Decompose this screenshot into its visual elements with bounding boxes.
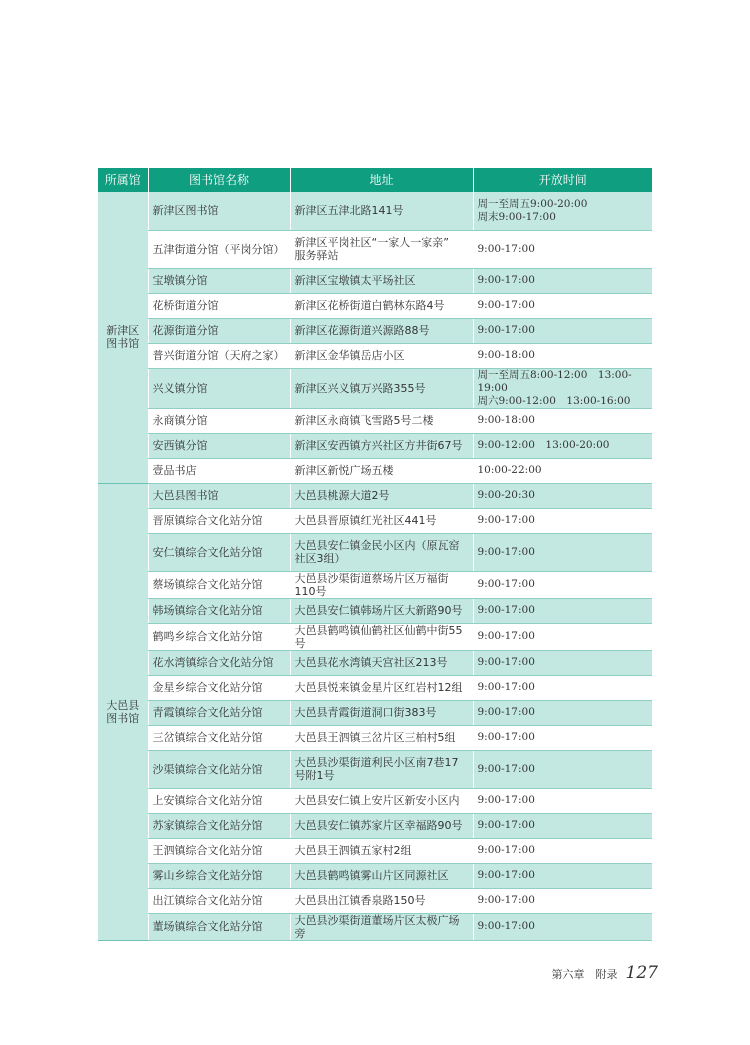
address-line: 大邑县安仁镇上安片区新安小区内 xyxy=(294,794,460,807)
address-cell xyxy=(290,230,473,268)
header-cell: 所属馆 xyxy=(98,168,148,192)
chapter-label: 第六章 附录 xyxy=(551,968,618,981)
table-row xyxy=(98,268,652,293)
address-line: 大邑县王泗镇五家村2组 xyxy=(294,844,412,857)
opening-hours-cell xyxy=(473,343,652,368)
library-name-cell: 大邑县图书馆 xyxy=(148,483,290,508)
opening-hours-line: 9:00-17:00 xyxy=(477,681,535,693)
library-name-cell: 韩场镇综合文化站分馆 xyxy=(148,598,290,623)
table-row xyxy=(98,343,652,368)
table-row xyxy=(98,483,652,508)
address-cell xyxy=(290,888,473,913)
address-cell xyxy=(290,318,473,343)
opening-hours-line: 周六9:00-12:00 13:00-16:00 xyxy=(477,394,631,407)
address-line: 社区3组） xyxy=(294,552,346,565)
table-row xyxy=(98,863,652,888)
group-name-cell xyxy=(98,192,148,483)
library-table xyxy=(98,168,652,941)
opening-hours-line: 9:00-17:00 xyxy=(477,299,535,311)
library-name-cell: 蔡场镇综合文化站分馆 xyxy=(148,571,290,598)
table-row xyxy=(98,533,652,571)
library-name-cell: 出江镇综合文化站分馆 xyxy=(148,888,290,913)
address-line: 新津区兴义镇万兴路355号 xyxy=(294,381,426,395)
table-row xyxy=(98,230,652,268)
opening-hours-line: 9:00-18:00 xyxy=(477,349,535,361)
address-cell xyxy=(290,408,473,433)
library-name-cell: 花源街道分馆 xyxy=(148,318,290,343)
address-cell xyxy=(290,533,473,571)
address-line: 大邑县王泗镇三岔片区三柏村5组 xyxy=(294,731,456,744)
opening-hours-line: 9:00-17:00 xyxy=(477,706,535,718)
opening-hours-cell xyxy=(473,230,652,268)
opening-hours-line: 9:00-12:00 13:00-20:00 xyxy=(477,439,610,451)
opening-hours-cell xyxy=(473,813,652,838)
address-line: 新津区安西镇方兴社区方井街67号 xyxy=(294,439,463,452)
table-row xyxy=(98,913,652,940)
address-cell xyxy=(290,268,473,293)
opening-hours-cell xyxy=(473,571,652,598)
library-name-cell: 兴义镇分馆 xyxy=(148,368,290,408)
table-row xyxy=(98,813,652,838)
address-line: 大邑县出江镇香泉路150号 xyxy=(294,894,426,907)
library-name-cell: 花水湾镇综合文化站分馆 xyxy=(148,650,290,675)
table-row xyxy=(98,192,652,230)
table-row xyxy=(98,458,652,483)
opening-hours-line: 9:00-17:00 xyxy=(477,604,535,616)
library-name-cell: 青霞镇综合文化站分馆 xyxy=(148,700,290,725)
address-cell xyxy=(290,483,473,508)
opening-hours-cell xyxy=(473,318,652,343)
opening-hours-cell xyxy=(473,700,652,725)
address-line: 大邑县沙渠街道利民小区南7巷17 xyxy=(294,756,459,769)
address-cell xyxy=(290,508,473,533)
library-name-cell: 宝墩镇分馆 xyxy=(148,268,290,293)
library-name-cell: 鹤鸣乡综合文化站分馆 xyxy=(148,623,290,650)
address-line: 大邑县沙渠街道董场片区太极广场旁 xyxy=(294,913,460,940)
library-name-cell: 金星乡综合文化站分馆 xyxy=(148,675,290,700)
opening-hours-line: 9:00-17:00 xyxy=(477,762,535,775)
opening-hours-cell xyxy=(473,268,652,293)
opening-hours-line: 9:00-17:00 xyxy=(477,819,535,831)
address-line: 号附1号 xyxy=(294,769,335,782)
table-row xyxy=(98,571,652,598)
address-cell xyxy=(290,650,473,675)
address-cell xyxy=(290,192,473,230)
library-name-cell: 三岔镇综合文化站分馆 xyxy=(148,725,290,750)
opening-hours-line: 9:00-17:00 xyxy=(477,630,535,642)
group-name-line: 大邑县 xyxy=(106,698,140,712)
address-cell xyxy=(290,725,473,750)
opening-hours-line: 周末9:00-17:00 xyxy=(477,210,556,223)
table-row xyxy=(98,598,652,623)
opening-hours-cell xyxy=(473,483,652,508)
group-name-line: 图书馆 xyxy=(106,711,140,725)
table-header-row xyxy=(98,168,652,192)
opening-hours-line: 9:00-17:00 xyxy=(477,869,535,881)
library-name-cell: 新津区图书馆 xyxy=(148,192,290,230)
address-line: 新津区永商镇飞雪路5号二楼 xyxy=(294,414,434,427)
opening-hours-cell xyxy=(473,408,652,433)
address-line: 新津区平岗社区“一家人一家亲” xyxy=(294,236,449,249)
group-name-line: 新津区 xyxy=(106,324,140,338)
address-line: 大邑县晋原镇红光社区441号 xyxy=(294,514,437,527)
group-name-line: 图书馆 xyxy=(106,337,140,351)
opening-hours-cell xyxy=(473,433,652,458)
address-line: 新津区宝墩镇太平场社区 xyxy=(294,274,416,287)
address-cell xyxy=(290,433,473,458)
table-row xyxy=(98,508,652,533)
opening-hours-line: 9:00-17:00 xyxy=(477,242,535,255)
library-name-cell: 王泗镇综合文化站分馆 xyxy=(148,838,290,863)
table-row xyxy=(98,675,652,700)
address-line: 大邑县安仁镇金民小区内（原瓦窑 xyxy=(294,539,460,552)
opening-hours-cell xyxy=(473,623,652,650)
address-line: 大邑县鹤鸣镇雾山片区同源社区 xyxy=(294,869,449,882)
table-row xyxy=(98,888,652,913)
address-line: 大邑县青霞街道洞口街383号 xyxy=(294,706,437,719)
table-row xyxy=(98,433,652,458)
library-name-cell: 雾山乡综合文化站分馆 xyxy=(148,863,290,888)
address-line: 大邑县桃源大道2号 xyxy=(294,489,390,502)
opening-hours-line: 10:00-22:00 xyxy=(477,464,542,476)
address-line: 新津区新悦广场五楼 xyxy=(294,464,394,477)
address-cell xyxy=(290,838,473,863)
library-name-cell: 晋原镇综合文化站分馆 xyxy=(148,508,290,533)
library-name-cell: 壹品书店 xyxy=(148,458,290,483)
header-cell: 开放时间 xyxy=(473,168,652,192)
address-cell xyxy=(290,571,473,598)
opening-hours-cell xyxy=(473,913,652,940)
address-line: 大邑县花水湾镇天宫社区213号 xyxy=(294,656,448,669)
opening-hours-line: 9:00-17:00 xyxy=(477,656,535,668)
opening-hours-cell xyxy=(473,650,652,675)
address-cell xyxy=(290,788,473,813)
opening-hours-cell xyxy=(473,192,652,230)
opening-hours-line: 9:00-17:00 xyxy=(477,844,535,856)
opening-hours-cell xyxy=(473,838,652,863)
library-name-cell: 安仁镇综合文化站分馆 xyxy=(148,533,290,571)
table-row xyxy=(98,318,652,343)
opening-hours-cell xyxy=(473,750,652,788)
opening-hours-line: 9:00-17:00 xyxy=(477,274,535,286)
table-row xyxy=(98,408,652,433)
library-name-cell: 沙渠镇综合文化站分馆 xyxy=(148,750,290,788)
address-cell xyxy=(290,598,473,623)
opening-hours-line: 9:00-17:00 xyxy=(477,324,535,336)
address-cell xyxy=(290,813,473,838)
page-footer xyxy=(552,963,658,987)
opening-hours-cell xyxy=(473,888,652,913)
address-line: 新津区花桥街道白鹤林东路4号 xyxy=(294,299,445,312)
address-cell xyxy=(290,863,473,888)
header-cell: 地址 xyxy=(290,168,473,192)
table-row xyxy=(98,750,652,788)
opening-hours-line: 9:00-17:00 xyxy=(477,514,535,526)
opening-hours-cell xyxy=(473,293,652,318)
group-name-cell xyxy=(98,483,148,940)
library-name-cell: 安西镇分馆 xyxy=(148,433,290,458)
opening-hours-line: 9:00-17:00 xyxy=(477,894,535,906)
page-number: 127 xyxy=(625,963,658,983)
opening-hours-cell xyxy=(473,675,652,700)
table-row xyxy=(98,838,652,863)
opening-hours-cell xyxy=(473,458,652,483)
opening-hours-line: 9:00-17:00 xyxy=(477,545,535,558)
address-line: 大邑县安仁镇韩场片区大新路90号 xyxy=(294,604,463,617)
library-name-cell: 花桥街道分馆 xyxy=(148,293,290,318)
opening-hours-line: 9:00-17:00 xyxy=(477,731,535,743)
address-line: 新津区花源街道兴源路88号 xyxy=(294,324,430,337)
address-cell xyxy=(290,623,473,650)
table-row xyxy=(98,368,652,408)
address-cell xyxy=(290,293,473,318)
address-line: 新津区五津北路141号 xyxy=(294,204,404,218)
opening-hours-cell xyxy=(473,788,652,813)
opening-hours-line: 9:00-18:00 xyxy=(477,414,535,426)
header-cell: 图书馆名称 xyxy=(148,168,290,192)
address-cell xyxy=(290,913,473,940)
table-row xyxy=(98,623,652,650)
address-line: 大邑县悦来镇金星片区红岩村12组 xyxy=(294,681,463,694)
table-row xyxy=(98,725,652,750)
address-line: 新津区金华镇岳店小区 xyxy=(294,349,405,362)
address-cell xyxy=(290,458,473,483)
opening-hours-line: 9:00-17:00 xyxy=(477,920,535,932)
opening-hours-cell xyxy=(473,863,652,888)
library-name-cell: 董场镇综合文化站分馆 xyxy=(148,913,290,940)
address-cell xyxy=(290,368,473,408)
table-row xyxy=(98,293,652,318)
address-cell xyxy=(290,750,473,788)
table-body xyxy=(98,192,652,940)
library-name-cell: 永商镇分馆 xyxy=(148,408,290,433)
opening-hours-cell xyxy=(473,533,652,571)
address-line: 服务驿站 xyxy=(294,249,339,262)
opening-hours-cell xyxy=(473,598,652,623)
library-name-cell: 上安镇综合文化站分馆 xyxy=(148,788,290,813)
library-name-cell: 五津街道分馆（平岗分馆） xyxy=(148,230,290,268)
table-row xyxy=(98,650,652,675)
library-name-cell: 普兴街道分馆（天府之家） xyxy=(148,343,290,368)
library-name-cell: 苏家镇综合文化站分馆 xyxy=(148,813,290,838)
opening-hours-line: 周一至周五8:00-12:00 13:00-19:00 xyxy=(477,368,632,394)
address-cell xyxy=(290,700,473,725)
address-cell xyxy=(290,675,473,700)
address-line: 大邑县沙渠街道蔡场片区万福街110号 xyxy=(294,571,449,598)
opening-hours-line: 9:00-17:00 xyxy=(477,794,535,806)
table-row xyxy=(98,788,652,813)
opening-hours-line: 9:00-17:00 xyxy=(477,578,535,590)
address-cell xyxy=(290,343,473,368)
table-row xyxy=(98,700,652,725)
opening-hours-cell xyxy=(473,368,652,408)
address-line: 大邑县鹤鸣镇仙鹤社区仙鹤中街55号 xyxy=(294,623,463,650)
opening-hours-cell xyxy=(473,508,652,533)
opening-hours-cell xyxy=(473,725,652,750)
opening-hours-line: 9:00-20:30 xyxy=(477,489,535,501)
address-line: 大邑县安仁镇苏家片区幸福路90号 xyxy=(294,819,463,832)
opening-hours-line: 周一至周五9:00-20:00 xyxy=(477,197,588,210)
